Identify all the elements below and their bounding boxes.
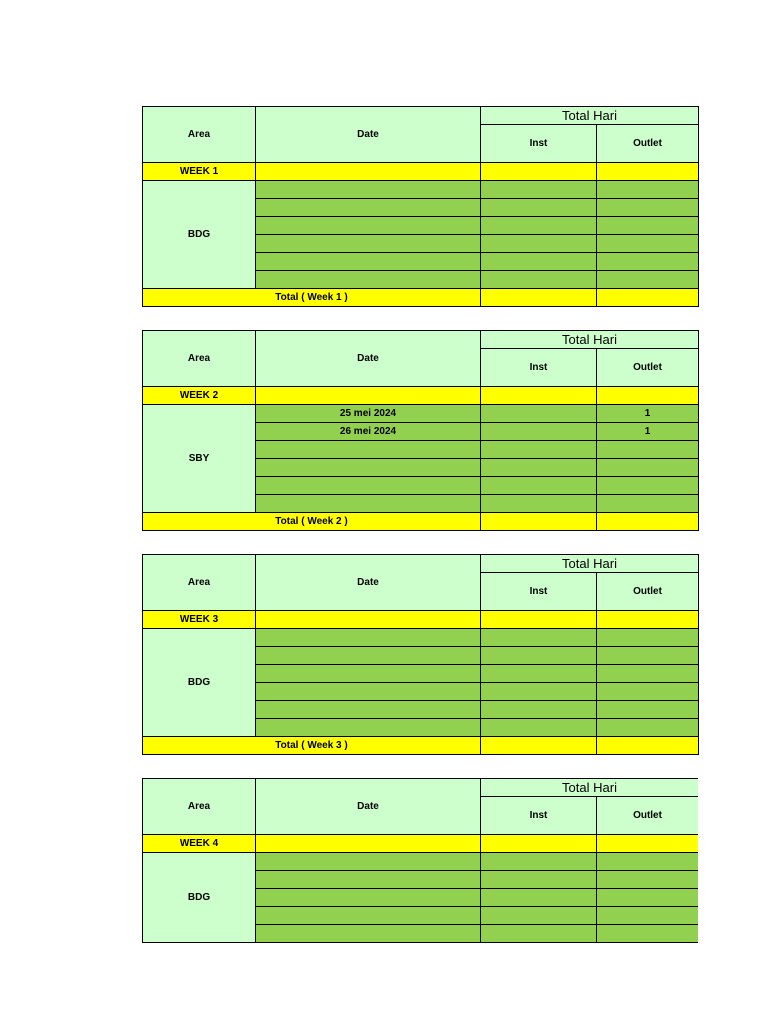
date-cell[interactable] (256, 683, 481, 701)
inst-cell[interactable] (481, 647, 597, 665)
outlet-cell[interactable] (597, 253, 699, 271)
inst-cell[interactable] (481, 271, 597, 289)
date-cell[interactable] (256, 889, 481, 907)
week-4-table (142, 778, 698, 943)
date-cell[interactable] (256, 853, 481, 871)
week-label: WEEK 2 (143, 387, 256, 405)
week-2-table (142, 330, 699, 531)
date-cell[interactable] (256, 235, 481, 253)
week-label-inst-cell[interactable] (481, 835, 597, 853)
date-cell[interactable] (256, 647, 481, 665)
inst-header: Inst (481, 797, 597, 835)
table-row (143, 405, 699, 423)
date-cell[interactable] (256, 477, 481, 495)
outlet-cell[interactable]: 1 (597, 405, 699, 423)
inst-cell[interactable] (481, 405, 597, 423)
week-label-row (143, 611, 699, 629)
inst-cell[interactable] (481, 925, 597, 943)
outlet-cell[interactable] (597, 441, 699, 459)
date-cell[interactable] (256, 253, 481, 271)
date-cell[interactable]: 25 mei 2024 (256, 405, 481, 423)
week-label-date-cell[interactable] (256, 387, 481, 405)
week-label-row (143, 163, 699, 181)
outlet-header: Outlet (597, 797, 699, 835)
week-label: WEEK 1 (143, 163, 256, 181)
total-outlet-cell[interactable] (597, 513, 699, 531)
area-cell: BDG (143, 853, 256, 943)
week-4-section (142, 778, 698, 946)
inst-cell[interactable] (481, 629, 597, 647)
outlet-cell[interactable] (597, 495, 699, 513)
inst-cell[interactable] (481, 701, 597, 719)
outlet-cell[interactable] (597, 889, 699, 907)
week-label-inst-cell[interactable] (481, 387, 597, 405)
inst-cell[interactable] (481, 477, 597, 495)
week-label-date-cell[interactable] (256, 611, 481, 629)
date-cell[interactable] (256, 701, 481, 719)
date-cell[interactable] (256, 271, 481, 289)
outlet-cell[interactable] (597, 647, 699, 665)
week-label-outlet-cell[interactable] (597, 163, 699, 181)
date-header: Date (256, 779, 481, 835)
inst-cell[interactable] (481, 871, 597, 889)
inst-cell[interactable] (481, 719, 597, 737)
date-cell[interactable] (256, 907, 481, 925)
week-label-outlet-cell[interactable] (597, 835, 699, 853)
week-label-inst-cell[interactable] (481, 611, 597, 629)
week-label-outlet-cell[interactable] (597, 387, 699, 405)
area-header: Area (143, 779, 256, 835)
week-label-date-cell[interactable] (256, 163, 481, 181)
inst-cell[interactable] (481, 495, 597, 513)
date-cell[interactable] (256, 441, 481, 459)
outlet-cell[interactable] (597, 271, 699, 289)
inst-cell[interactable] (481, 665, 597, 683)
inst-cell[interactable] (481, 235, 597, 253)
total-inst-cell[interactable] (481, 289, 597, 307)
inst-cell[interactable] (481, 423, 597, 441)
outlet-cell[interactable] (597, 701, 699, 719)
inst-header: Inst (481, 125, 597, 163)
outlet-cell[interactable] (597, 719, 699, 737)
total-inst-cell[interactable] (481, 513, 597, 531)
date-header: Date (256, 331, 481, 387)
date-cell[interactable] (256, 459, 481, 477)
total-row (143, 513, 699, 531)
inst-cell[interactable] (481, 217, 597, 235)
week-label-inst-cell[interactable] (481, 163, 597, 181)
week-label: WEEK 4 (143, 835, 256, 853)
outlet-cell[interactable] (597, 459, 699, 477)
total-hari-header: Total Hari (481, 555, 699, 573)
total-hari-header: Total Hari (481, 331, 699, 349)
total-hari-header: Total Hari (481, 779, 699, 797)
outlet-cell[interactable] (597, 199, 699, 217)
date-cell[interactable] (256, 217, 481, 235)
outlet-header: Outlet (597, 125, 699, 163)
week-label: WEEK 3 (143, 611, 256, 629)
week-3-table (142, 554, 699, 755)
outlet-cell[interactable] (597, 217, 699, 235)
area-cell: SBY (143, 405, 256, 513)
date-cell[interactable]: 26 mei 2024 (256, 423, 481, 441)
date-cell[interactable] (256, 181, 481, 199)
inst-cell[interactable] (481, 199, 597, 217)
inst-cell[interactable] (481, 441, 597, 459)
week-3-section (142, 554, 698, 755)
week-2-section (142, 330, 698, 531)
week-label-date-cell[interactable] (256, 835, 481, 853)
outlet-cell[interactable] (597, 853, 699, 871)
area-cell: BDG (143, 629, 256, 737)
total-row (143, 289, 699, 307)
outlet-header: Outlet (597, 349, 699, 387)
outlet-header: Outlet (597, 573, 699, 611)
outlet-cell[interactable] (597, 925, 699, 943)
week-label-row (143, 835, 699, 853)
outlet-cell[interactable] (597, 629, 699, 647)
total-hari-header: Total Hari (481, 107, 699, 125)
outlet-cell[interactable] (597, 181, 699, 199)
inst-cell[interactable] (481, 683, 597, 701)
area-header: Area (143, 555, 256, 611)
inst-cell[interactable] (481, 459, 597, 477)
week-1-section (142, 106, 698, 307)
week-label-row (143, 387, 699, 405)
date-cell[interactable] (256, 495, 481, 513)
date-header: Date (256, 555, 481, 611)
outlet-cell[interactable] (597, 683, 699, 701)
date-cell[interactable] (256, 925, 481, 943)
outlet-cell[interactable] (597, 235, 699, 253)
outlet-cell[interactable] (597, 907, 699, 925)
total-outlet-cell[interactable] (597, 737, 699, 755)
total-label: Total ( Week 1 ) (143, 289, 481, 307)
area-header: Area (143, 107, 256, 163)
table-row (143, 629, 699, 647)
table-row (143, 181, 699, 199)
outlet-cell[interactable] (597, 871, 699, 889)
area-header: Area (143, 331, 256, 387)
date-cell[interactable] (256, 871, 481, 889)
date-cell[interactable] (256, 199, 481, 217)
date-cell[interactable] (256, 629, 481, 647)
inst-header: Inst (481, 573, 597, 611)
week-label-outlet-cell[interactable] (597, 611, 699, 629)
area-cell: BDG (143, 181, 256, 289)
date-cell[interactable] (256, 665, 481, 683)
inst-cell[interactable] (481, 253, 597, 271)
date-cell[interactable] (256, 719, 481, 737)
outlet-cell[interactable]: 1 (597, 423, 699, 441)
inst-cell[interactable] (481, 889, 597, 907)
outlet-cell[interactable] (597, 477, 699, 495)
total-inst-cell[interactable] (481, 737, 597, 755)
total-row (143, 737, 699, 755)
inst-header: Inst (481, 349, 597, 387)
total-label: Total ( Week 3 ) (143, 737, 481, 755)
week-1-table (142, 106, 699, 307)
total-outlet-cell[interactable] (597, 289, 699, 307)
outlet-cell[interactable] (597, 665, 699, 683)
table-row (143, 853, 699, 871)
inst-cell[interactable] (481, 181, 597, 199)
total-label: Total ( Week 2 ) (143, 513, 481, 531)
inst-cell[interactable] (481, 907, 597, 925)
inst-cell[interactable] (481, 853, 597, 871)
date-header: Date (256, 107, 481, 163)
